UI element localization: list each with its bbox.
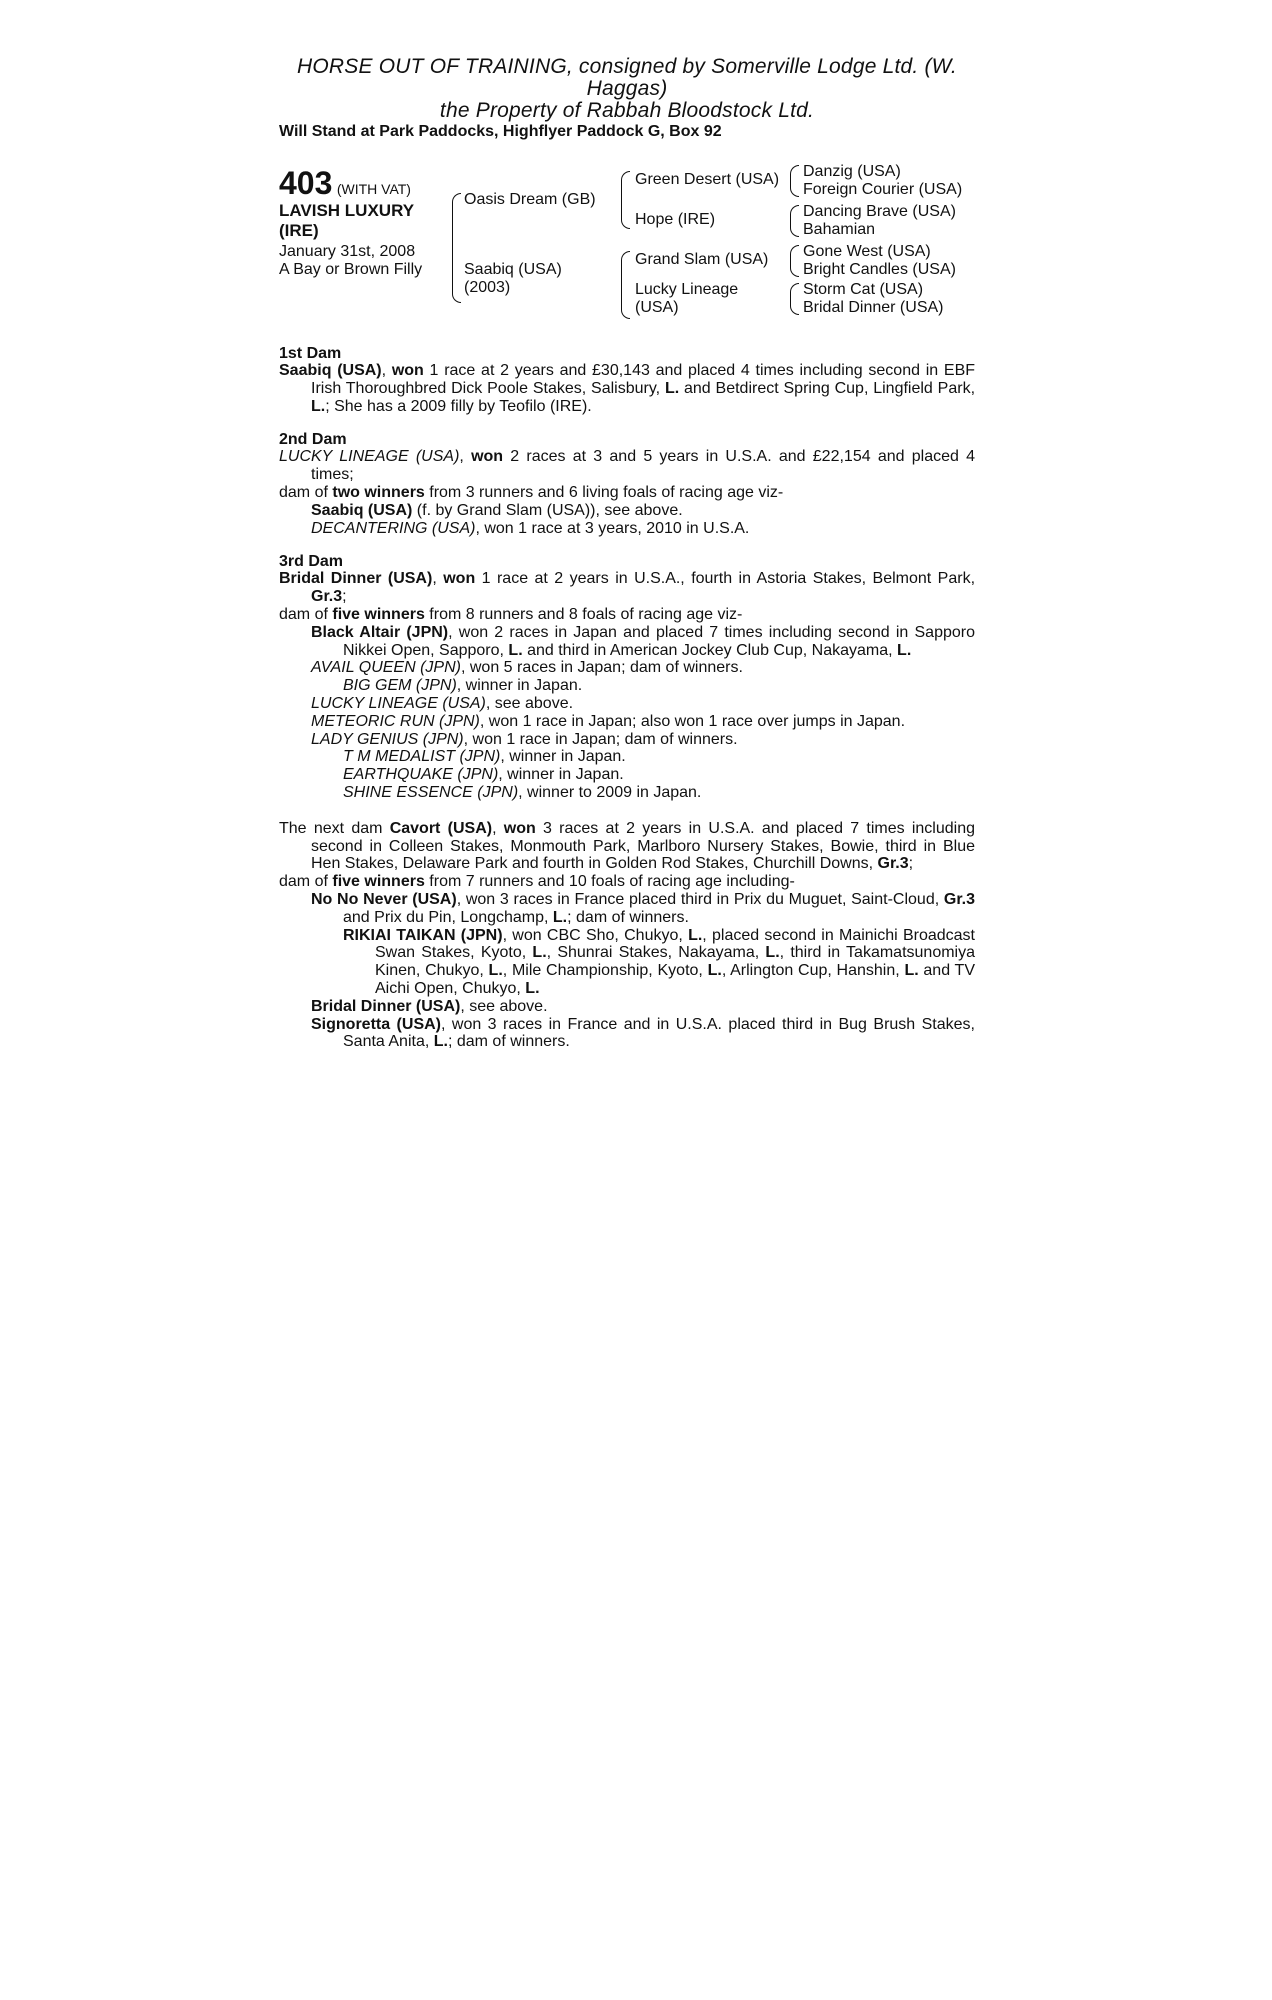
horse-name: DECANTERING (USA) [311, 519, 476, 537]
winners-count: two winners [332, 483, 425, 501]
second-dam-produce [279, 484, 975, 502]
grade-mark: Gr.3 [877, 855, 909, 873]
second-dam-heading: 2nd Dam [279, 431, 347, 449]
horse-name: SHINE ESSENCE (JPN) [343, 783, 519, 801]
dam-year: (2003) [464, 279, 511, 296]
produce-entry [279, 713, 975, 731]
record-text: and Prix du Pin, Longchamp, [343, 908, 553, 926]
won-label: won [471, 448, 504, 466]
record-text: , third in Takamatsunomiya Kinen, Chukyo, [375, 944, 975, 980]
grade-mark: Gr.3 [943, 890, 976, 908]
record-text: , see above. [460, 997, 548, 1015]
great-grandparent-7: Storm Cat (USA) [803, 281, 924, 298]
listed-mark: L. [488, 962, 503, 980]
great-grandparent-6: Bright Candles (USA) [803, 261, 956, 278]
produce-entry [279, 1016, 975, 1052]
record-text: , won 1 race in Japan; also won 1 race over jumps in Japan. [479, 712, 906, 730]
great-grandparent-5: Gone West (USA) [803, 243, 931, 260]
listed-mark: L. [552, 908, 568, 926]
record-text: , winner in Japan. [500, 748, 626, 766]
dam-name: LUCKY LINEAGE (USA) [279, 448, 460, 466]
first-dam-record: Saabiq (USA), won 1 race at 2 years and £30,143 and placed 4 times including second in EBF Irish Thoroughbred Dick Poole Stakes, Salisbury, L. and Betdirect Spring Cup, Lingfield Park, L.; She has a 2009 filly by Teofilo (IRE). [279, 362, 976, 415]
dam-name: Bridal Dinner (USA) [279, 570, 433, 588]
sire-name: Oasis Dream (GB) [464, 191, 596, 208]
foaling-date: January 31st, 2008 [279, 243, 416, 260]
listed-mark: L. [525, 979, 540, 997]
listed-mark: L. [532, 944, 547, 962]
record-text: from 3 runners and 6 living foals of racing age viz- [424, 483, 784, 501]
first-dam-heading: 1st Dam [279, 345, 342, 362]
great-grandparent-4: Bahamian [803, 221, 876, 238]
record-text: , won 1 race at 3 years, 2010 in U.S.A. [475, 519, 750, 537]
great-grandparent-1: Danzig (USA) [803, 163, 901, 180]
dam-name: Cavort (USA) [389, 819, 493, 837]
produce-entry [279, 731, 975, 749]
sire-dam-name: Hope (IRE) [635, 211, 716, 228]
dam-sire-name: Grand Slam (USA) [635, 251, 769, 268]
record-text: from 7 runners and 10 foals of racing age including- [424, 873, 795, 891]
horse-name: BIG GEM (JPN) [343, 677, 457, 695]
listed-mark: L. [508, 641, 523, 659]
listed-mark: L. [311, 397, 326, 415]
horse-name: METEORIC RUN (JPN) [311, 712, 480, 730]
horse-name: Black Altair (JPN) [311, 623, 449, 641]
produce-entry [279, 748, 975, 766]
winners-count: five winners [332, 605, 425, 623]
dam-dam-suffix: (USA) [635, 299, 679, 316]
record-text: ; She has a 2009 filly by Teofilo (IRE). [325, 397, 592, 415]
record-text: ; dam of winners. [567, 908, 689, 926]
horse-name: EARTHQUAKE (JPN) [343, 766, 499, 784]
sire-side-brace [621, 171, 630, 229]
record-text: , won CBC Sho, Chukyo, [502, 926, 689, 944]
produce-entry [279, 624, 975, 660]
produce-entry [279, 659, 975, 677]
horse-name: LAVISH LUXURY [279, 201, 415, 220]
next-dam-produce [279, 873, 975, 891]
pedigree-table [279, 163, 975, 329]
record-text: dam of [279, 483, 333, 501]
record-text: ; [908, 855, 914, 873]
great-grandparent-2: Foreign Courier (USA) [803, 181, 963, 198]
horse-name: T M MEDALIST (JPN) [343, 748, 501, 766]
record-text: , Mile Championship, Kyoto, [502, 962, 708, 980]
winners-count: five winners [332, 873, 425, 891]
horse-name-suffix: (IRE) [279, 221, 319, 240]
horse-name: LADY GENIUS (JPN) [311, 730, 464, 748]
record-text: The next dam [279, 819, 390, 837]
horse-description: A Bay or Brown Filly [279, 261, 423, 278]
record-text: , won 1 race in Japan; dam of winners. [463, 730, 738, 748]
sire-sire-name: Green Desert (USA) [635, 171, 780, 188]
second-dam-section [279, 431, 975, 537]
won-label: won [391, 362, 424, 379]
third-dam-section [279, 553, 975, 801]
record-text: ; dam of winners. [447, 1033, 570, 1051]
vat-label: (WITH VAT) [336, 181, 411, 197]
listed-mark: L. [904, 962, 919, 980]
listed-mark: L. [664, 379, 680, 397]
horse-name: LUCKY LINEAGE (USA) [311, 694, 486, 712]
record-text: and TV Aichi Open, Chukyo, [375, 962, 976, 997]
dam-name: Saabiq (USA) [464, 261, 562, 278]
third-dam-produce [279, 606, 975, 624]
parents-brace [452, 193, 461, 303]
horse-name: No No Never (USA) [311, 890, 457, 908]
record-text: , won 3 races in France placed third in Prix du Muguet, Saint-Cloud, [456, 890, 944, 908]
produce-entry [279, 502, 975, 520]
record-text: , placed second in Mainichi Broadcast Swan Stakes, Kyoto, [375, 926, 975, 962]
record-text: , won 2 races in Japan and placed 7 times including second in Sapporo Nikkei Open, Sapporo, [343, 623, 975, 659]
dam-name: Saabiq (USA) [279, 362, 382, 379]
produce-entry [279, 520, 975, 538]
record-text: and Betdirect Spring Cup, Lingfield Park, [679, 379, 976, 397]
record-text: , won 3 races in France and in U.S.A. placed third in Bug Brush Stakes, Santa Anita, [343, 1015, 975, 1051]
great-grandparent-8: Bridal Dinner (USA) [803, 299, 944, 316]
owner-line: the Property of Rabbah Bloodstock Ltd. [439, 99, 815, 122]
horse-name: Signoretta (USA) [311, 1015, 441, 1033]
record-text: from 8 runners and 8 foals of racing age viz- [424, 605, 743, 623]
third-dam-heading: 3rd Dam [279, 553, 344, 571]
listed-mark: L. [765, 944, 780, 962]
record-text: ; [342, 588, 347, 606]
horse-name: RIKIAI TAIKAN (JPN) [343, 926, 503, 944]
record-text: 1 race at 2 years in U.S.A., fourth in Astoria Stakes, Belmont Park, [475, 570, 976, 588]
gg-brace-2 [790, 205, 799, 237]
third-dam-record: Bridal Dinner (USA), won 1 race at 2 years in U.S.A., fourth in Astoria Stakes, Belmont Park, Gr.3; [279, 570, 976, 606]
dam-side-brace [621, 251, 630, 319]
record-text: (f. by Grand Slam (USA)), see above. [412, 501, 683, 519]
record-text: , winner in Japan. [456, 677, 583, 695]
lot-heading [279, 167, 411, 199]
second-dam-record: LUCKY LINEAGE (USA), won 2 races at 3 and 5 years in U.S.A. and £22,154 and placed 4 times; [279, 448, 976, 484]
record-text: 2 races at 3 and 5 years in U.S.A. and £22,154 and placed 4 times; [311, 448, 976, 484]
record-text: 1 race at 2 years and £30,143 and placed 4 times including second in EBF Irish Thoroughbred Dick Poole Stakes, Salisbury, [311, 362, 976, 397]
consignor-line: HORSE OUT OF TRAINING, consigned by Somerville Lodge Ltd. (W. Haggas) [297, 55, 957, 100]
catalogue-page [279, 56, 975, 1051]
produce-entry [279, 695, 975, 713]
produce-entry [279, 677, 975, 695]
listed-mark: L. [433, 1033, 448, 1051]
gg-brace-3 [790, 245, 799, 277]
won-label: won [503, 819, 536, 837]
record-text: 3 races at 2 years in U.S.A. and placed 7 times including second in Colleen Stakes, Monmouth Park, Marlboro Nursery Stakes, Bowie, third in Blue Hen Stakes, Delaware Park and fourth in Golden Rod Stakes, Churchill Downs, [311, 819, 976, 873]
great-grandparent-3: Dancing Brave (USA) [803, 203, 956, 220]
listed-mark: L. [897, 641, 912, 659]
listed-mark: L. [688, 926, 703, 944]
next-dam-record: The next dam Cavort (USA), won 3 races at 2 years in U.S.A. and placed 7 times including second in Colleen Stakes, Monmouth Park, Marlboro Nursery Stakes, Bowie, third in Blue Hen Stakes, Delaware Park and fourth in Golden Rod Stakes, Churchill Downs, Gr.3; [279, 819, 976, 873]
lot-number: 403 [279, 165, 333, 201]
produce-entry [279, 998, 975, 1016]
record-text: , Shunrai Stakes, Nakayama, [546, 944, 766, 962]
record-text: and third in American Jockey Club Cup, Nakayama, [522, 641, 898, 659]
produce-entry [279, 784, 975, 802]
horse-name: Saabiq (USA) [311, 501, 413, 519]
next-dam-section [279, 820, 975, 1051]
grade-mark: Gr.3 [311, 588, 343, 606]
stabling-line: Will Stand at Park Paddocks, Highflyer Paddock G, Box 92 [279, 123, 722, 140]
record-text: , winner to 2009 in Japan. [518, 783, 702, 801]
record-text: , see above. [485, 694, 574, 712]
record-text: , won 5 races in Japan; dam of winners. [460, 659, 743, 677]
first-dam-section [279, 345, 975, 415]
record-text: dam of [279, 605, 333, 623]
produce-entry [279, 891, 975, 927]
won-label: won [443, 570, 476, 588]
gg-brace-1 [790, 165, 799, 197]
record-text: , Arlington Cup, Hanshin, [721, 962, 905, 980]
horse-name: Bridal Dinner (USA) [311, 997, 461, 1015]
listed-mark: L. [707, 962, 722, 980]
gg-brace-4 [790, 283, 799, 315]
record-text: , winner in Japan. [498, 766, 624, 784]
dam-dam-name: Lucky Lineage [635, 281, 739, 298]
record-text: dam of [279, 873, 333, 891]
horse-name: AVAIL QUEEN (JPN) [311, 659, 461, 677]
produce-entry [279, 766, 975, 784]
produce-entry [279, 927, 975, 998]
